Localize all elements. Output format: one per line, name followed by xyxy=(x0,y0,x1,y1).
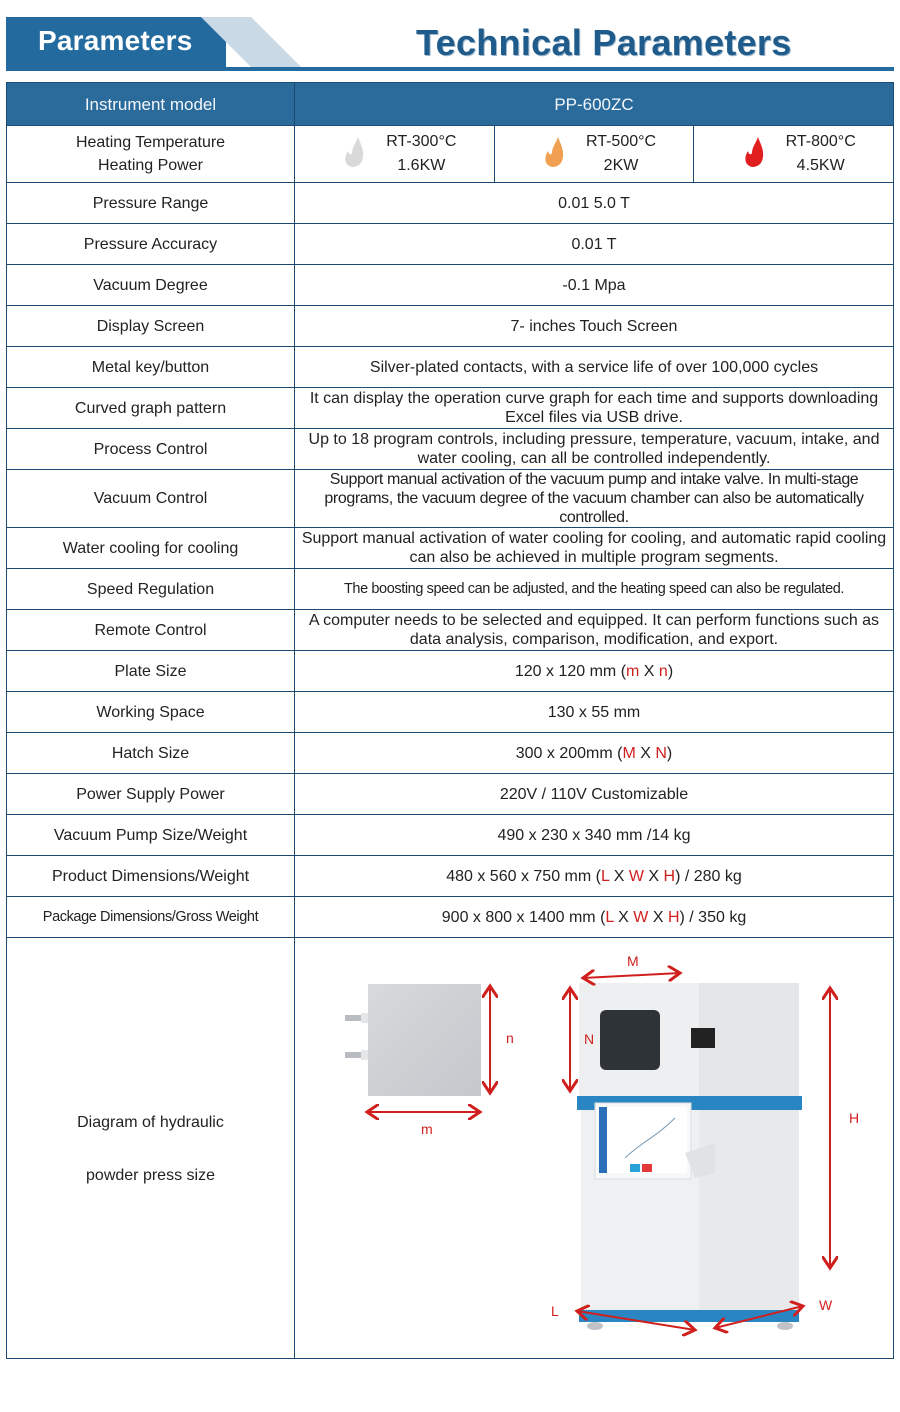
svg-text:W: W xyxy=(819,1297,833,1313)
dim-key-H: H xyxy=(663,867,676,885)
dim-key-W: W xyxy=(628,867,644,885)
size-diagram xyxy=(295,938,893,1358)
table-row xyxy=(7,388,894,429)
heating-option-300 xyxy=(295,126,495,182)
diagram-label-cell xyxy=(7,938,295,1359)
dim-key-n: n xyxy=(658,662,668,680)
value-text: 120 x 120 mm ( xyxy=(514,662,627,680)
plate-image xyxy=(345,984,481,1096)
table-header-row xyxy=(7,83,894,126)
table-row-heating xyxy=(7,126,894,183)
table-row xyxy=(7,429,894,470)
row-label: Pressure Accuracy xyxy=(7,224,295,265)
row-value: Silver-plated contacts, with a service life of over 100,000 cycles xyxy=(295,347,894,388)
page-title: Technical Parameters xyxy=(416,22,792,63)
row-label: Product Dimensions/Weight xyxy=(7,856,295,897)
row-label: Vacuum Degree xyxy=(7,265,295,306)
row-label: Vacuum Pump Size/Weight xyxy=(7,815,295,856)
row-label: Pressure Range xyxy=(7,183,295,224)
value-text: ) xyxy=(667,662,674,680)
row-label: Curved graph pattern xyxy=(7,388,295,429)
power-value: 2KW xyxy=(603,157,639,174)
value-text: X xyxy=(635,744,656,762)
row-label: Metal key/button xyxy=(7,347,295,388)
machine-image xyxy=(577,983,802,1330)
value-text: ) / 280 kg xyxy=(675,867,742,885)
temp-value: RT-300°C xyxy=(386,133,457,150)
row-value: 0.01 T xyxy=(295,224,894,265)
svg-text:H: H xyxy=(849,1110,860,1126)
row-label xyxy=(7,126,295,183)
header-label: Instrument model xyxy=(7,83,295,126)
value-text: 480 x 560 x 750 mm ( xyxy=(446,867,601,885)
header-banner xyxy=(6,17,894,72)
table-row xyxy=(7,224,894,265)
table-row xyxy=(7,347,894,388)
value-text: X xyxy=(648,908,668,926)
row-value: 220V / 110V Customizable xyxy=(295,774,894,815)
banner-underline xyxy=(6,67,894,71)
flame-icon xyxy=(332,133,372,175)
svg-text:n: n xyxy=(506,1030,514,1046)
row-label: Display Screen xyxy=(7,306,295,347)
value-text: ) / 350 kg xyxy=(679,908,747,926)
table-row xyxy=(7,528,894,569)
dim-key-N: N xyxy=(655,744,667,762)
heating-label-temp: Heating Temperature xyxy=(75,134,226,151)
value-text: X xyxy=(613,908,634,926)
dim-key-L: L xyxy=(600,867,610,885)
row-label: Water cooling for cooling xyxy=(7,528,295,569)
dim-key-m: m xyxy=(626,662,640,680)
table-row xyxy=(7,897,894,938)
row-value: 0.01 5.0 T xyxy=(295,183,894,224)
value-text: X xyxy=(643,867,664,885)
row-label: Remote Control xyxy=(7,610,295,651)
row-value: -0.1 Mpa xyxy=(295,265,894,306)
value-text: ) xyxy=(666,744,673,762)
heating-option-500 xyxy=(495,126,695,182)
table-row xyxy=(7,183,894,224)
row-value xyxy=(295,733,894,774)
row-label: Plate Size xyxy=(7,651,295,692)
row-value: A computer needs to be selected and equipped. It can perform functions such as data analysis, comparison, modification, and export. xyxy=(295,610,894,651)
svg-text:m: m xyxy=(421,1121,433,1137)
spec-table xyxy=(6,82,894,1359)
dim-key-H: H xyxy=(667,908,680,926)
table-row xyxy=(7,610,894,651)
value-text: X xyxy=(609,867,629,885)
svg-text:L: L xyxy=(551,1303,559,1319)
value-text: 300 x 200mm ( xyxy=(515,744,623,762)
row-value: It can display the operation curve graph for each time and supports downloading Excel files via USB drive. xyxy=(295,388,894,429)
table-row xyxy=(7,265,894,306)
row-label: Hatch Size xyxy=(7,733,295,774)
svg-text:N: N xyxy=(584,1031,595,1047)
row-label: Package Dimensions/Gross Weight xyxy=(7,897,295,938)
row-label: Working Space xyxy=(7,692,295,733)
row-value: Up to 18 program controls, including pressure, temperature, vacuum, intake, and water cooling, can all be controlled independently. xyxy=(295,429,894,470)
table-row xyxy=(7,692,894,733)
row-value: The boosting speed can be adjusted, and the heating speed can also be regulated. xyxy=(295,569,894,610)
row-label: Vacuum Control xyxy=(7,470,295,528)
row-value: Support manual activation of the vacuum pump and intake valve. In multi-stage programs, the vacuum degree of the vacuum chamber can also be automatically controlled. xyxy=(295,470,894,528)
row-value: Support manual activation of water cooling for cooling, and automatic rapid cooling can also be achieved in multiple program segments. xyxy=(295,528,894,569)
heating-label-power: Heating Power xyxy=(98,157,203,174)
diagram-label-line2: powder press size xyxy=(86,1167,215,1184)
row-label: Process Control xyxy=(7,429,295,470)
temp-value: RT-800°C xyxy=(785,133,856,150)
table-row xyxy=(7,569,894,610)
value-text: X xyxy=(639,662,659,680)
dim-key-W: W xyxy=(633,908,649,926)
row-value: 130 x 55 mm xyxy=(295,692,894,733)
diagram-cell xyxy=(295,938,894,1359)
header-model: PP-600ZC xyxy=(295,83,894,126)
heating-option-800 xyxy=(694,126,893,182)
value-text: 900 x 800 x 1400 mm ( xyxy=(441,908,606,926)
svg-text:M: M xyxy=(627,953,639,969)
dim-key-L: L xyxy=(605,908,614,926)
table-row-diagram xyxy=(7,938,894,1359)
row-value: 490 x 230 x 340 mm /14 kg xyxy=(295,815,894,856)
flame-icon xyxy=(532,133,572,175)
row-label: Speed Regulation xyxy=(7,569,295,610)
row-value xyxy=(295,651,894,692)
table-row xyxy=(7,651,894,692)
temp-value: RT-500°C xyxy=(585,133,657,150)
table-row xyxy=(7,815,894,856)
banner-tab-label: Parameters xyxy=(38,25,193,56)
diagram-label-line1: Diagram of hydraulic xyxy=(77,1114,224,1131)
power-value: 1.6KW xyxy=(397,157,446,174)
row-value: 7- inches Touch Screen xyxy=(295,306,894,347)
row-label: Power Supply Power xyxy=(7,774,295,815)
flame-icon xyxy=(732,133,772,175)
row-value xyxy=(295,856,894,897)
table-row xyxy=(7,774,894,815)
dim-key-M: M xyxy=(622,744,636,762)
row-value xyxy=(295,897,894,938)
table-row xyxy=(7,470,894,528)
table-row xyxy=(7,306,894,347)
table-row xyxy=(7,856,894,897)
power-value: 4.5KW xyxy=(796,157,845,174)
heating-options xyxy=(295,126,894,183)
table-row xyxy=(7,733,894,774)
